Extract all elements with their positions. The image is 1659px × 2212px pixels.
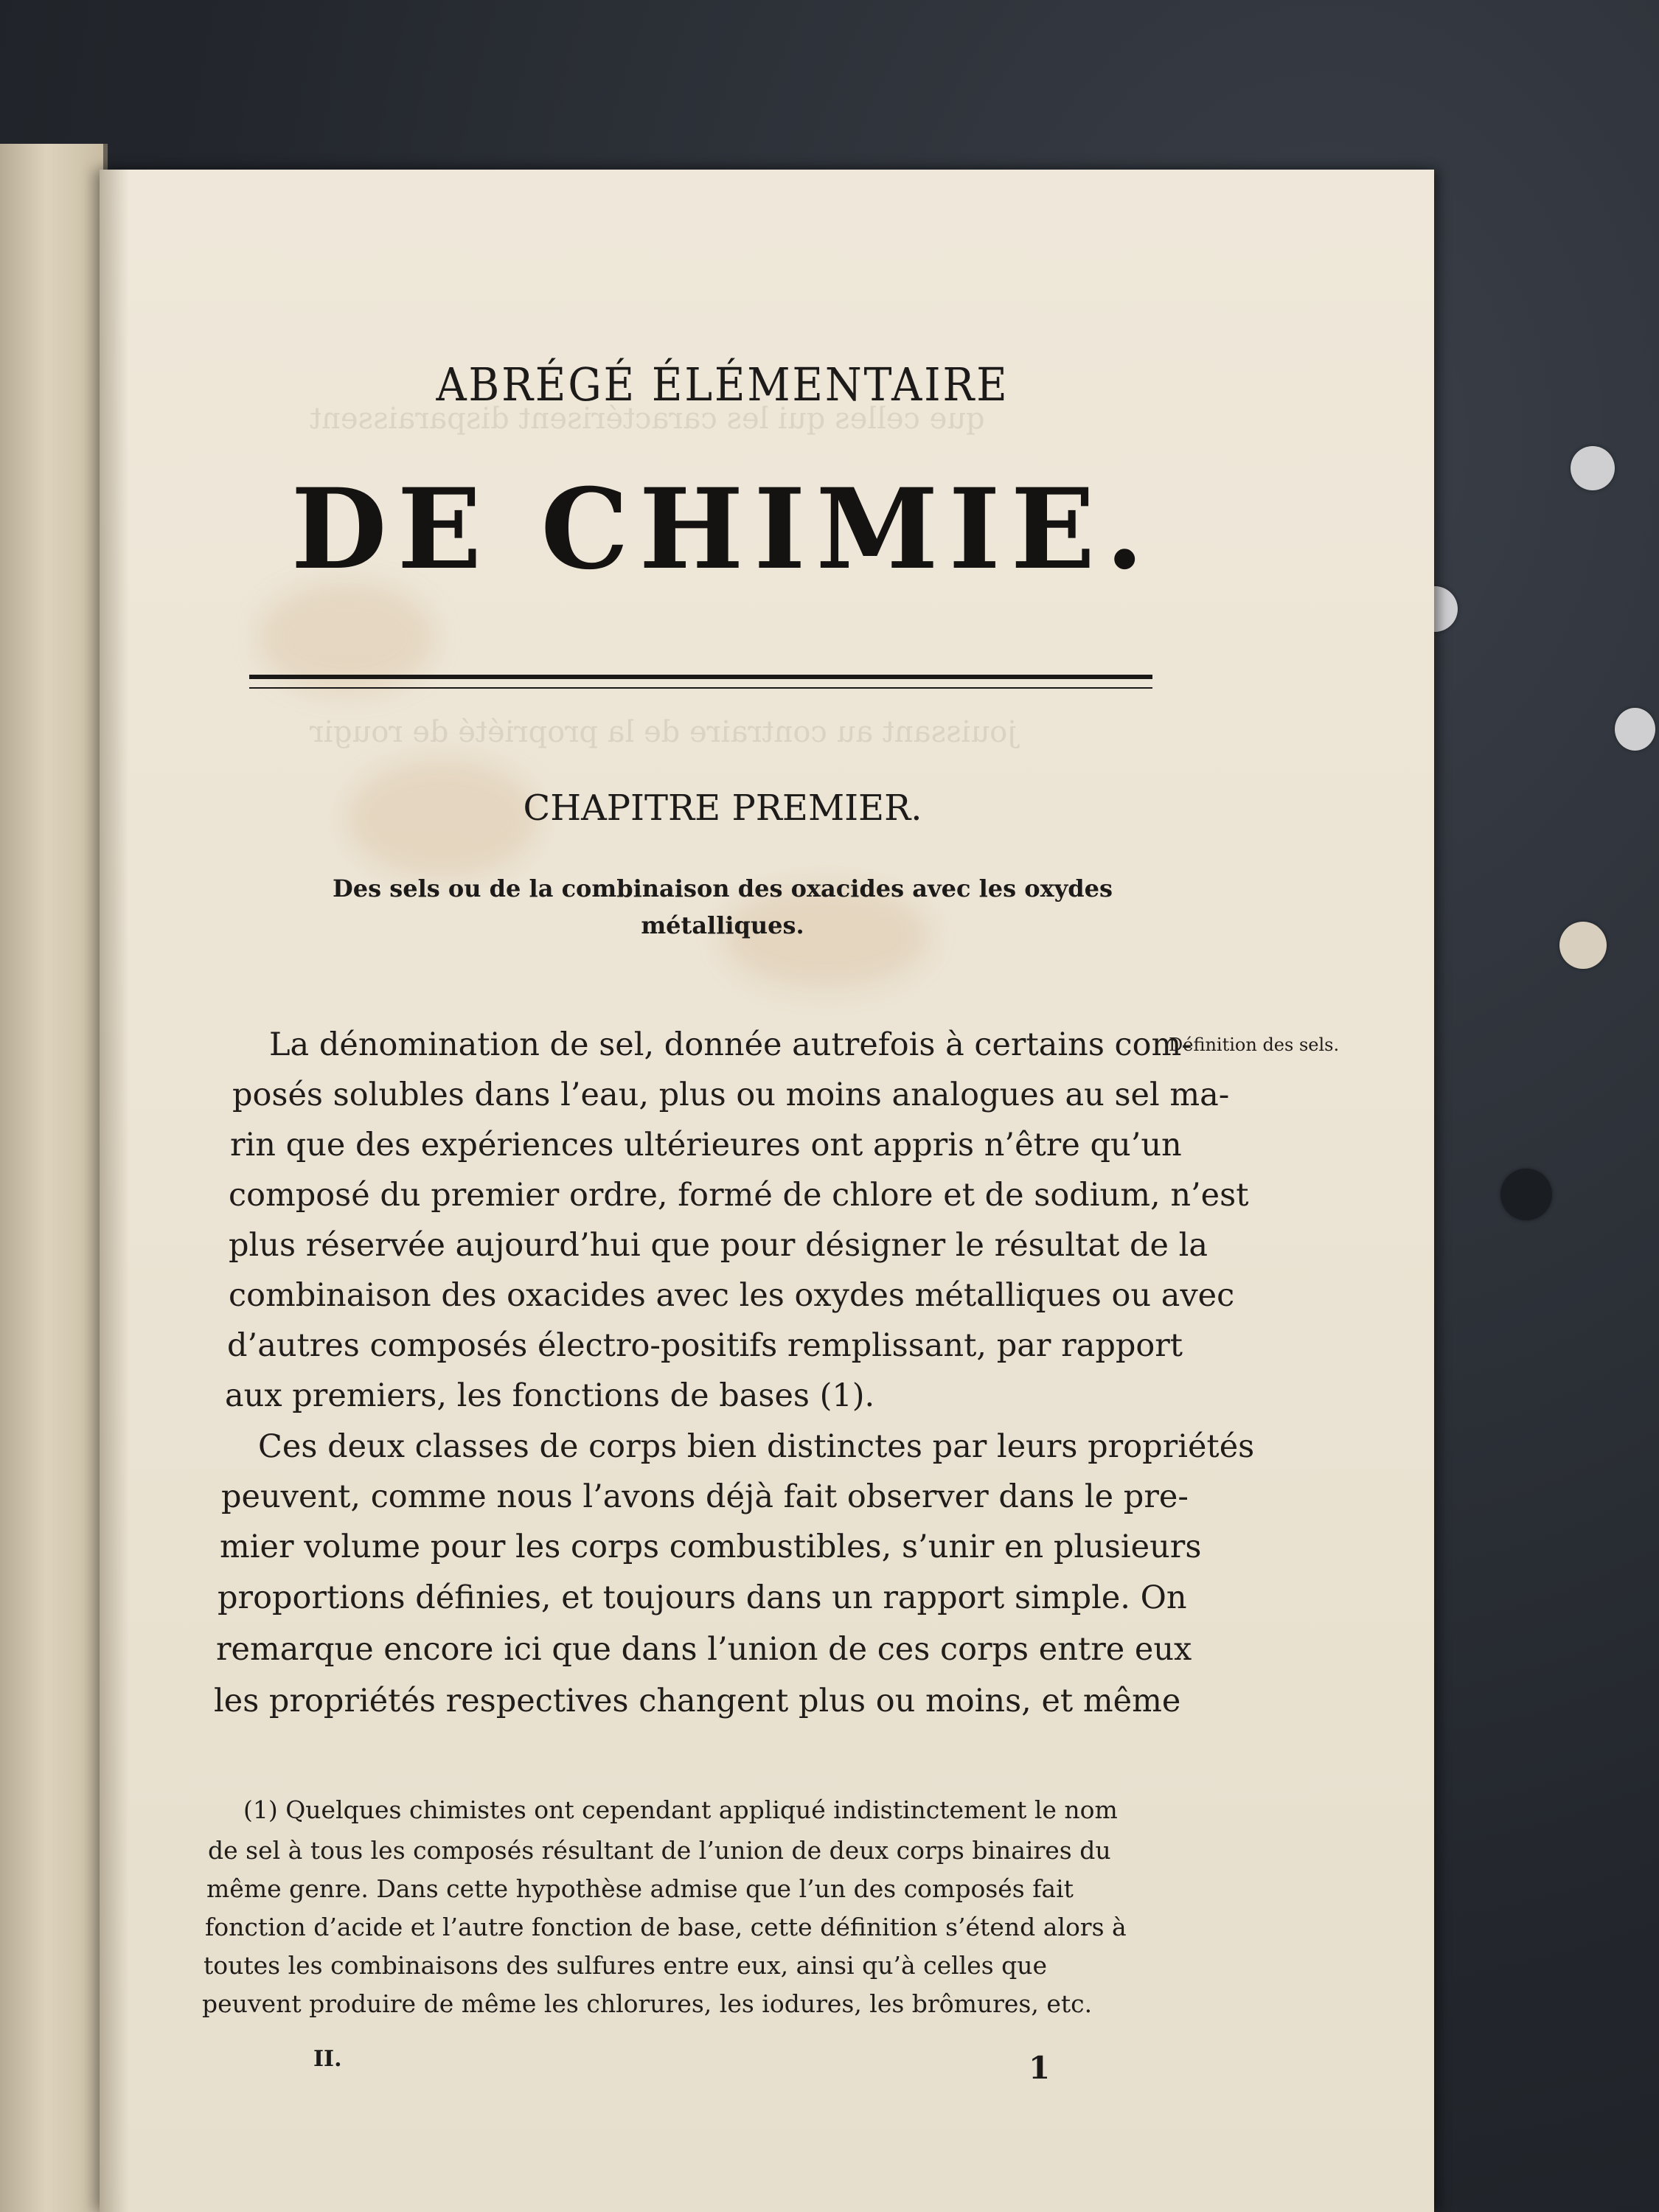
margin-note: Définition des sels. (1169, 1034, 1340, 1055)
background-dot (1571, 446, 1615, 490)
body-line: remarque encore ici que dans l’union de ces corps entre eux (216, 1631, 1192, 1668)
background-dot (1500, 1169, 1552, 1220)
background-dot (1559, 922, 1607, 969)
background-dot (1615, 708, 1655, 751)
footnote-line: même genre. Dans cette hypothèse admise que l’un des composés fait (206, 1874, 1074, 1903)
body-line: posés solubles dans l’eau, plus ou moins analogues au sel ma- (232, 1077, 1230, 1113)
book-title-line-1: ABRÉGÉ ÉLÉMENTAIRE (436, 358, 1009, 411)
body-line: rin que des expériences ultérieures ont appris n’être qu’un (230, 1127, 1182, 1164)
title-rule-thick (249, 675, 1152, 679)
body-line: aux premiers, les fonctions de bases (1). (225, 1377, 875, 1414)
body-line: composé du premier ordre, formé de chlore et de sodium, n’est (229, 1177, 1249, 1214)
page-number: 1 (1029, 2050, 1051, 2086)
chapter-subtitle-line-2: métalliques. (641, 911, 804, 939)
chapter-subtitle (265, 870, 1180, 944)
footnote-line: toutes les combinaisons des sulfures entre eux, ainsi qu’à celles que (204, 1951, 1048, 1980)
body-line: La dénomination de sel, donnée autrefois à certains com- (269, 1026, 1192, 1063)
bleed-through-text: que celles qui les caractérisent disparaissent (310, 402, 985, 436)
body-line: peuvent, comme nous l’avons déjà fait observer dans le pre- (221, 1478, 1189, 1515)
body-line: combinaison des oxacides avec les oxydes métalliques ou avec (229, 1277, 1235, 1314)
footnote-line: fonction d’acide et l’autre fonction de base, cette définition s’étend alors à (205, 1913, 1127, 1941)
bleed-through-text: jouissant au contraire de la propriété de rougir (310, 715, 1017, 749)
book-title-main: DE CHIMIE. (291, 465, 1155, 594)
body-line: les propriétés respectives changent plus ou moins, et même (214, 1683, 1181, 1719)
body-line: plus réservée aujourd’hui que pour désigner le résultat de la (229, 1227, 1208, 1264)
signature-mark: II. (313, 2046, 342, 2072)
footnote-line: peuvent produire de même les chlorures, les iodures, les brômures, etc. (202, 1989, 1093, 2018)
footnote-line: (1) Quelques chimistes ont cependant appliqué indistinctement le nom (243, 1795, 1118, 1824)
chapter-subtitle-line-1: Des sels ou de la combinaison des oxacides avec les oxydes (332, 874, 1113, 902)
body-line: mier volume pour les corps combustibles, s’unir en plusieurs (220, 1528, 1202, 1565)
body-line: d’autres composés électro-positifs remplissant, par rapport (227, 1327, 1183, 1364)
body-line: Ces deux classes de corps bien distinctes par leurs propriétés (258, 1428, 1255, 1465)
title-rule-thin (249, 687, 1152, 689)
footnote-line: de sel à tous les composés résultant de l’union de deux corps binaires du (208, 1836, 1111, 1865)
body-line: proportions définies, et toujours dans un rapport simple. On (218, 1579, 1187, 1616)
page-gutter-shadow (100, 170, 129, 2212)
previous-page-edge (0, 144, 108, 2212)
chapter-heading: CHAPITRE PREMIER. (523, 787, 922, 829)
